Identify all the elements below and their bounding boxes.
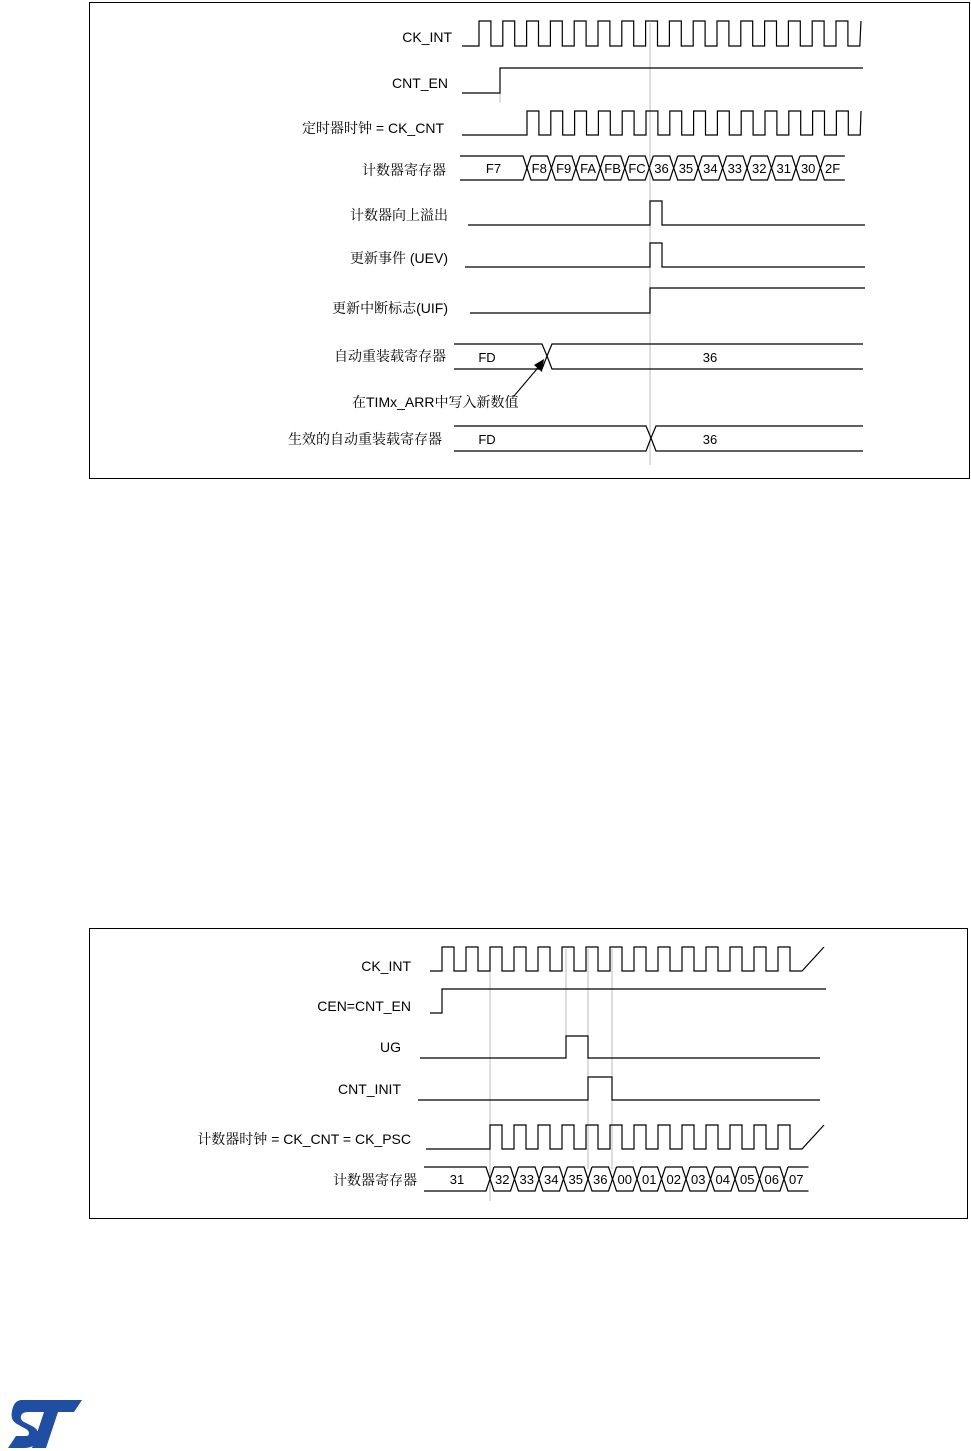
update-event-waveform	[465, 243, 865, 267]
ck-int-waveform	[462, 21, 861, 46]
effective-arr-value-new: 36	[702, 432, 718, 447]
counter-value: F9	[556, 161, 572, 176]
counter-overflow-waveform	[468, 201, 865, 225]
ug-waveform	[420, 1036, 820, 1058]
counter-value: 06	[764, 1172, 779, 1187]
counter-value: 03	[691, 1172, 706, 1187]
counter-value: 05	[740, 1172, 755, 1187]
arr-bus-segment	[454, 344, 547, 369]
timing-diagram-2	[89, 928, 968, 1219]
counter-value: 36	[654, 161, 669, 176]
counter-value: 31	[449, 1172, 465, 1187]
effective-arr-value-old: FD	[478, 432, 496, 447]
signal-label-effective-auto-reload: 生效的自动重装载寄存器	[288, 431, 442, 447]
counter-value: 32	[752, 161, 767, 176]
counter-value: 30	[800, 161, 816, 176]
counter-register-bus	[460, 156, 845, 180]
signal-label-cnt-init: CNT_INIT	[338, 1081, 401, 1097]
uif-waveform	[470, 288, 865, 313]
counter-value: FC	[628, 161, 646, 176]
cnt-init-waveform	[418, 1077, 820, 1100]
cen-waveform	[430, 989, 826, 1013]
counter-clock-waveform	[426, 1125, 824, 1149]
timing-diagram-1-canvas	[90, 3, 969, 478]
counter-value: FB	[604, 161, 621, 176]
signal-label-ug: UG	[380, 1039, 401, 1055]
counter-value: 33	[519, 1172, 534, 1187]
counter-value: 2F	[825, 161, 841, 176]
effective-arr-bus-segment	[651, 426, 863, 451]
st-logo-icon	[8, 1398, 82, 1450]
arr-value-new: 36	[702, 350, 718, 365]
counter-value: 35	[568, 1172, 583, 1187]
counter-value: 07	[789, 1172, 804, 1187]
counter-value: 32	[495, 1172, 510, 1187]
signal-label-update-interrupt-flag: 更新中断标志(UIF)	[332, 300, 448, 316]
signal-label-ck-int: CK_INT	[361, 958, 411, 974]
counter-value: 34	[544, 1172, 559, 1187]
counter-value: 01	[642, 1172, 657, 1187]
signal-label-counter-register: 计数器寄存器	[362, 162, 446, 178]
counter-value: 34	[703, 161, 718, 176]
timing-diagram-1	[89, 2, 970, 479]
annotation-write-arr: 在TIMx_ARR中写入新数值	[352, 394, 519, 410]
ck-int-waveform	[430, 947, 824, 971]
signal-label-counter-register: 计数器寄存器	[333, 1172, 417, 1188]
counter-value: F7	[485, 161, 502, 176]
counter-value: FA	[580, 161, 597, 176]
signal-label-counter-clock: 计数器时钟 = CK_CNT = CK_PSC	[197, 1131, 411, 1147]
counter-value: F8	[531, 161, 547, 176]
signal-label-cnt-en: CNT_EN	[391, 75, 448, 91]
ck-cnt-waveform	[462, 111, 861, 135]
counter-value: 04	[715, 1172, 730, 1187]
signal-label-update-event: 更新事件 (UEV)	[350, 250, 448, 266]
signal-label-ck-int: CK_INT	[402, 29, 452, 45]
counter-value: 00	[617, 1172, 632, 1187]
signal-label-counter-overflow: 计数器向上溢出	[350, 207, 448, 223]
timing-diagram-2-canvas	[90, 929, 967, 1218]
counter-value: 31	[776, 161, 791, 176]
counter-value: 36	[593, 1172, 608, 1187]
cnt-en-waveform	[462, 68, 863, 93]
counter-register-bus	[424, 1167, 809, 1191]
signal-label-cen: CEN=CNT_EN	[317, 998, 411, 1014]
counter-value: 02	[666, 1172, 681, 1187]
counter-value: 35	[678, 161, 694, 176]
arr-value-old: FD	[478, 350, 496, 365]
signal-label-timer-clock: 定时器时钟 = CK_CNT	[302, 120, 444, 136]
counter-value: 33	[727, 161, 743, 176]
signal-label-auto-reload-register: 自动重装载寄存器	[334, 348, 446, 364]
